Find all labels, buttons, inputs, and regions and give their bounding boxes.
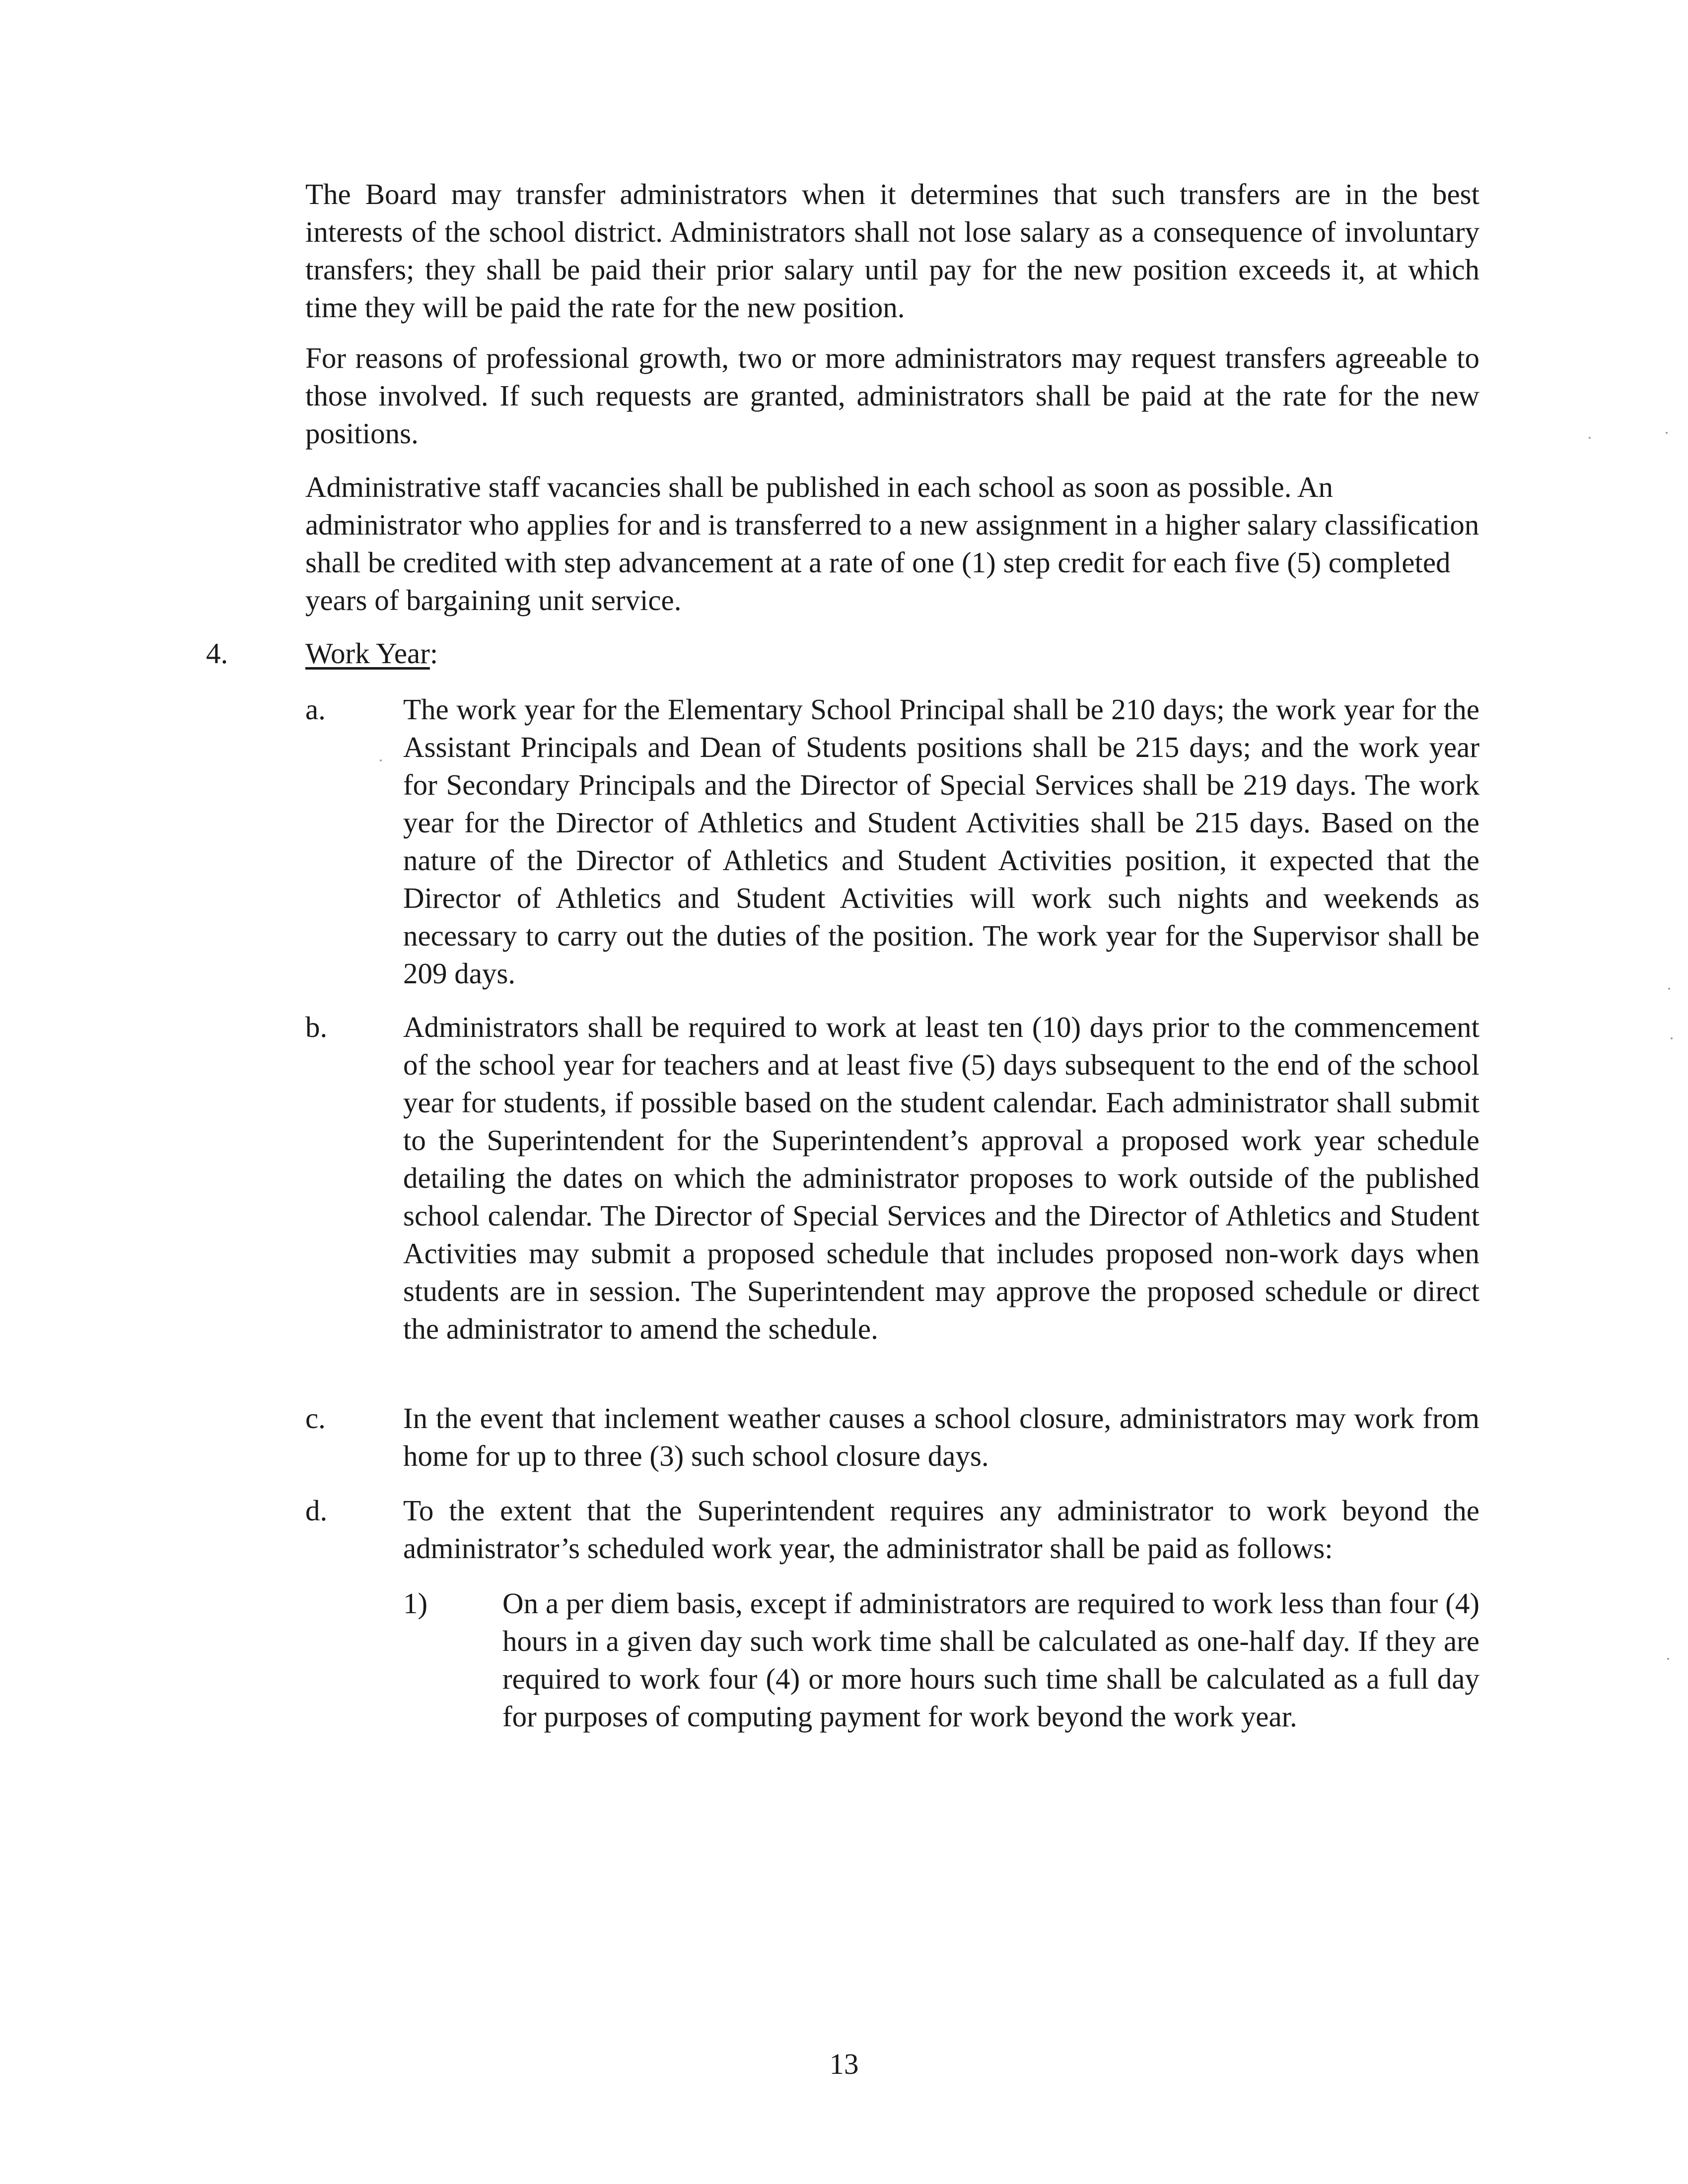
section-title: Work Year — [305, 637, 430, 670]
subitem-1-text: On a per diem basis, except if administrators are required to work less than four (4) hours in a given day such work time shall be calculated as one-half day. If they are required to work four (4) or more hours such time shall be calculated as a full day for purposes of computing payment for work beyond the work year. — [502, 1587, 1479, 1733]
item-b-marker: b. — [305, 1011, 328, 1043]
scan-speck — [1667, 1658, 1669, 1660]
item-a-marker: a. — [305, 693, 326, 726]
item-c-text: In the event that inclement weather causes a school closure, administrators may work from home for up to three (3) such school closure days. — [403, 1402, 1479, 1472]
scan-speck — [1671, 1037, 1673, 1039]
scan-speck — [1589, 437, 1591, 439]
section-title-colon: : — [429, 637, 438, 670]
item-d-text: To the extent that the Superintendent requires any administrator to work beyond the administrator’s scheduled work year, the administrator shall be paid as follows: — [403, 1494, 1479, 1565]
item-c-marker: c. — [305, 1402, 326, 1434]
page-number: 13 — [829, 2048, 859, 2080]
section-number: 4. — [206, 637, 228, 670]
paragraph-vacancies: Administrative staff vacancies shall be published in each school as soon as possible. An administrator who applies for and is transferred to a new assignment in a higher salary classification shall be credited with step advancement at a rate of one (1) step credit for each five (5) completed years of bargaining unit service. — [305, 471, 1479, 616]
subitem-1-marker: 1) — [403, 1587, 428, 1620]
paragraph-transfers: The Board may transfer administrators when it determines that such transfers are in the best interests of the school district. Administrators shall not lose salary as a consequence of involuntary transfers; they shall be paid their prior salary until pay for the new position exceeds it, at which time they will be paid the rate for the new position. — [305, 178, 1479, 324]
item-d-marker: d. — [305, 1494, 328, 1527]
scan-speck — [1668, 988, 1670, 990]
item-a-text: The work year for the Elementary School Principal shall be 210 days; the work year for the Assistant Principals and Dean of Students positions shall be 215 days; and the work year for Secondary Principals and the Director of Special Services shall be 219 days. The work year for the Director of Athletics and Student Activities shall be 215 days. Based on the nature of the Director of Athletics and Student Activities position, it expected that the Director of Athletics and Student Activities will work such nights and weekends as necessary to carry out the duties of the position. The work year for the Supervisor shall be 209 days. — [403, 693, 1479, 990]
paragraph-professional-growth: For reasons of professional growth, two or more administrators may request transfers agreeable to those involved. If such requests are granted, administrators shall be paid at the rate for the new positions. — [305, 341, 1479, 450]
item-b-text: Administrators shall be required to work at least ten (10) days prior to the commencement of the school year for teachers and at least five (5) days subsequent to the end of the school year for students, if possible based on the student calendar. Each administrator shall submit to the Superintendent for the Superintendent’s approval a proposed work year schedule detailing the dates on which the administrator proposes to work outside of the published school calendar. The Director of Special Services and the Director of Athletics and Student Activities may submit a proposed schedule that includes proposed non-work days when students are in session. The Superintendent may approve the proposed schedule or direct the administrator to amend the schedule. — [403, 1011, 1479, 1345]
section-heading — [305, 634, 438, 672]
scan-speck — [1666, 432, 1668, 434]
scan-speck — [380, 759, 382, 761]
